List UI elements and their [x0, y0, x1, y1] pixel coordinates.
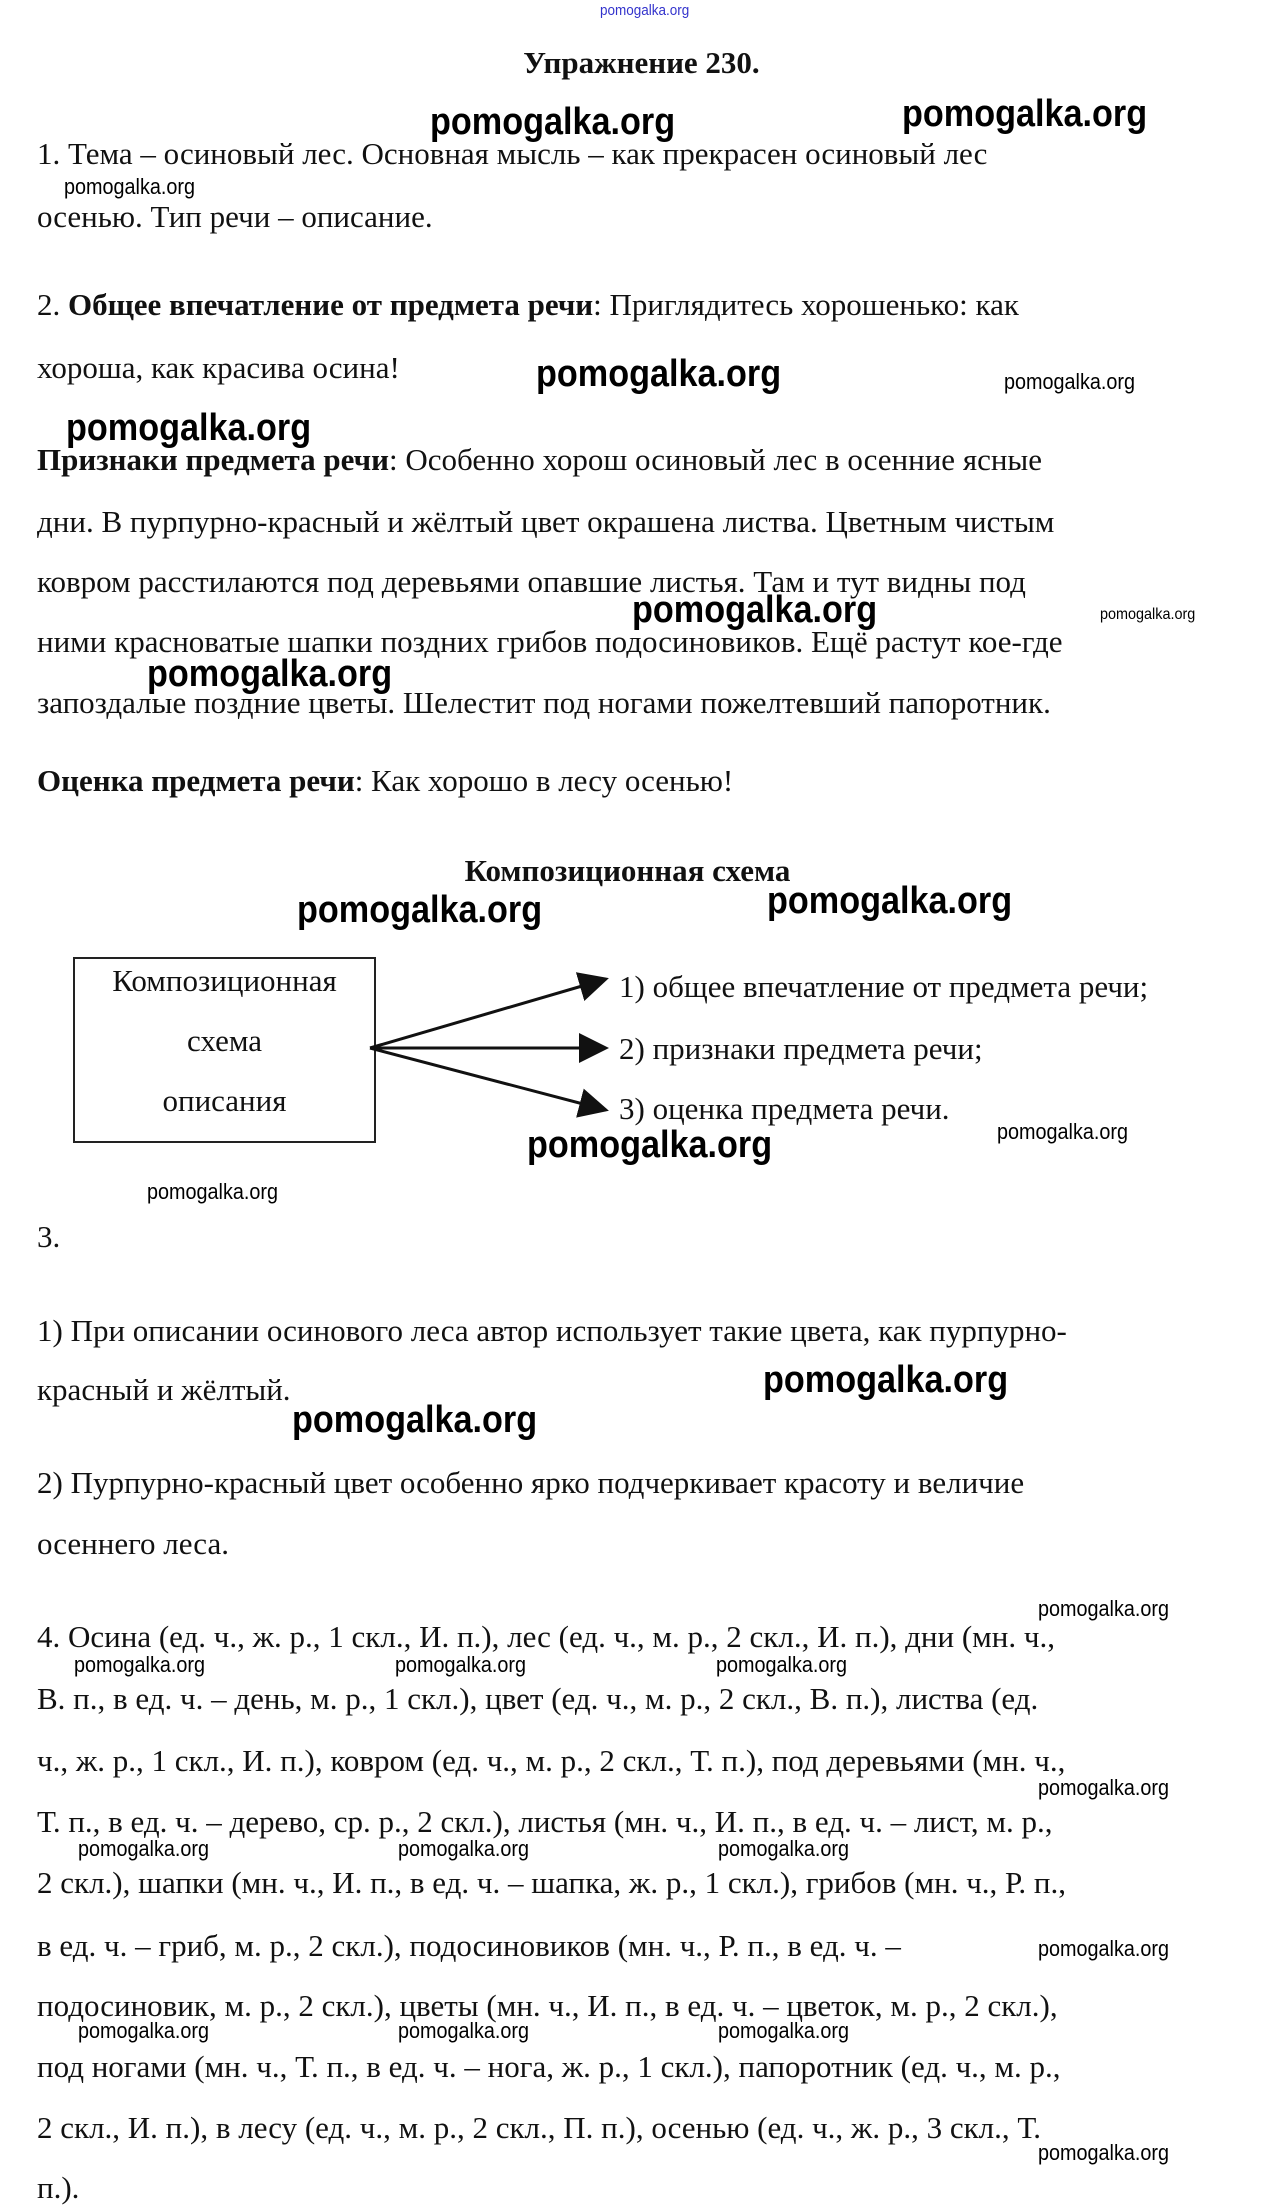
- watermark: pomogalka.org: [292, 1399, 538, 1441]
- text-line: ч., ж. р., 1 скл., И. п.), ковром (ед. ч., м. р., 2 скл., Т. п.), под деревьями (мн. ч.,: [37, 1743, 1066, 1778]
- scheme-item: 2) признаки предмета речи;: [619, 1031, 983, 1066]
- watermark: pomogalka.org: [997, 1119, 1128, 1144]
- watermark: pomogalka.org: [78, 2018, 209, 2043]
- box-line: Композиционная: [112, 963, 337, 998]
- watermark: pomogalka.org: [64, 174, 195, 199]
- text-line: дни. В пурпурно-красный и жёлтый цвет окрашена листва. Цветным чистым: [37, 504, 1055, 539]
- text-line: 2) Пурпурно-красный цвет особенно ярко подчеркивает красоту и величие: [37, 1465, 1025, 1500]
- watermark: pomogalka.org: [767, 880, 1013, 922]
- text-line: осеннего леса.: [37, 1526, 229, 1561]
- text: : Особенно хорош осиновый лес в осенние ясные: [388, 442, 1043, 477]
- scheme-item: 1) общее впечатление от предмета речи;: [619, 969, 1149, 1004]
- watermark: pomogalka.org: [66, 407, 312, 449]
- watermark: pomogalka.org: [632, 589, 878, 631]
- watermark: pomogalka.org: [430, 101, 676, 143]
- text-line: п.).: [37, 2170, 80, 2205]
- text-line: Т. п., в ед. ч. – дерево, ср. р., 2 скл.), листья (мн. ч., И. п., в ед. ч. – лист, м. р.,: [37, 1804, 1053, 1839]
- text-line: подосиновик, м. р., 2 скл.), цветы (мн. ч., И. п., в ед. ч. – цветок, м. р., 2 скл.),: [37, 1988, 1058, 2023]
- watermark: pomogalka.org: [1038, 1936, 1169, 1961]
- watermark: pomogalka.org: [527, 1124, 773, 1166]
- scheme-item: 3) оценка предмета речи.: [619, 1091, 950, 1126]
- scheme-heading: Композиционная схема: [464, 853, 791, 888]
- watermark: pomogalka.org: [1100, 606, 1196, 623]
- watermark: pomogalka.org: [398, 2018, 529, 2043]
- section-number: 3.: [37, 1219, 61, 1254]
- watermark: pomogalka.org: [297, 889, 543, 931]
- text-line: 2 скл.), шапки (мн. ч., И. п., в ед. ч. – шапка, ж. р., 1 скл.), грибов (мн. ч., Р. п.,: [37, 1865, 1067, 1900]
- text-line: осенью. Тип речи – описание.: [37, 199, 433, 234]
- text-line: хороша, как красива осина!: [37, 350, 400, 385]
- watermark: pomogalka.org: [398, 1836, 529, 1861]
- text-line: под ногами (мн. ч., Т. п., в ед. ч. – нога, ж. р., 1 скл.), папоротник (ед. ч., м. р.,: [37, 2049, 1061, 2084]
- text-line: 1. Тема – осиновый лес. Основная мысль – как прекрасен осиновый лес: [37, 136, 988, 171]
- watermark: pomogalka.org: [74, 1652, 205, 1677]
- box-line: описания: [162, 1083, 287, 1118]
- watermark: pomogalka.org: [78, 1836, 209, 1861]
- watermark: pomogalka.org: [1038, 1596, 1169, 1621]
- bold-label: Оценка предмета речи: [37, 763, 355, 798]
- bold-label: Общее впечатление от предмета речи: [68, 287, 594, 322]
- text-line: 4. Осина (ед. ч., ж. р., 1 скл., И. п.), лес (ед. ч., м. р., 2 скл., И. п.), дни (мн. ч.,: [37, 1619, 1055, 1654]
- watermark: pomogalka.org: [147, 653, 393, 695]
- watermark: pomogalka.org: [1038, 1775, 1169, 1800]
- text-line: 2 скл., И. п.), в лесу (ед. ч., м. р., 2 скл., П. п.), осенью (ед. ч., ж. р., 3 скл., Т.: [37, 2110, 1041, 2145]
- bold-label: Признаки предмета речи: [37, 442, 389, 477]
- text-line: в ед. ч. – гриб, м. р., 2 скл.), подосиновиков (мн. ч., Р. п., в ед. ч. –: [37, 1928, 901, 1963]
- text-line: ковром расстилаются под деревьями опавшие листья. Там и тут видны под: [37, 564, 1026, 599]
- text-line: 1) При описании осинового леса автор использует такие цвета, как пурпурно-: [37, 1313, 1067, 1348]
- text: : Приглядитесь хорошенько: как: [593, 287, 1019, 322]
- watermark-link[interactable]: pomogalka.org: [600, 2, 690, 19]
- box-line: схема: [186, 1023, 262, 1058]
- item-number: 2.: [37, 287, 68, 322]
- watermark: pomogalka.org: [147, 1179, 278, 1204]
- watermark: pomogalka.org: [536, 353, 782, 395]
- watermark: pomogalka.org: [716, 1652, 847, 1677]
- watermark: pomogalka.org: [718, 2018, 849, 2043]
- text-line: ними красноватые шапки поздних грибов подосиновиков. Ещё растут кое-где: [37, 624, 1063, 659]
- text-line: запоздалые поздние цветы. Шелестит под ногами пожелтевший папоротник.: [37, 685, 1051, 720]
- arrow-3: [370, 1048, 606, 1110]
- watermark: pomogalka.org: [902, 93, 1148, 135]
- watermark: pomogalka.org: [1038, 2140, 1169, 2165]
- arrow-1: [370, 979, 606, 1048]
- page-title: Упражнение 230.: [523, 45, 760, 80]
- text: : Как хорошо в лесу осенью!: [354, 763, 734, 798]
- watermark: pomogalka.org: [1004, 369, 1135, 394]
- watermark: pomogalka.org: [395, 1652, 526, 1677]
- text-line: В. п., в ед. ч. – день, м. р., 1 скл.), цвет (ед. ч., м. р., 2 скл., В. п.), листва (ед.: [37, 1681, 1039, 1716]
- watermark: pomogalka.org: [763, 1359, 1009, 1401]
- text-line: красный и жёлтый.: [37, 1372, 291, 1407]
- watermark: pomogalka.org: [718, 1836, 849, 1861]
